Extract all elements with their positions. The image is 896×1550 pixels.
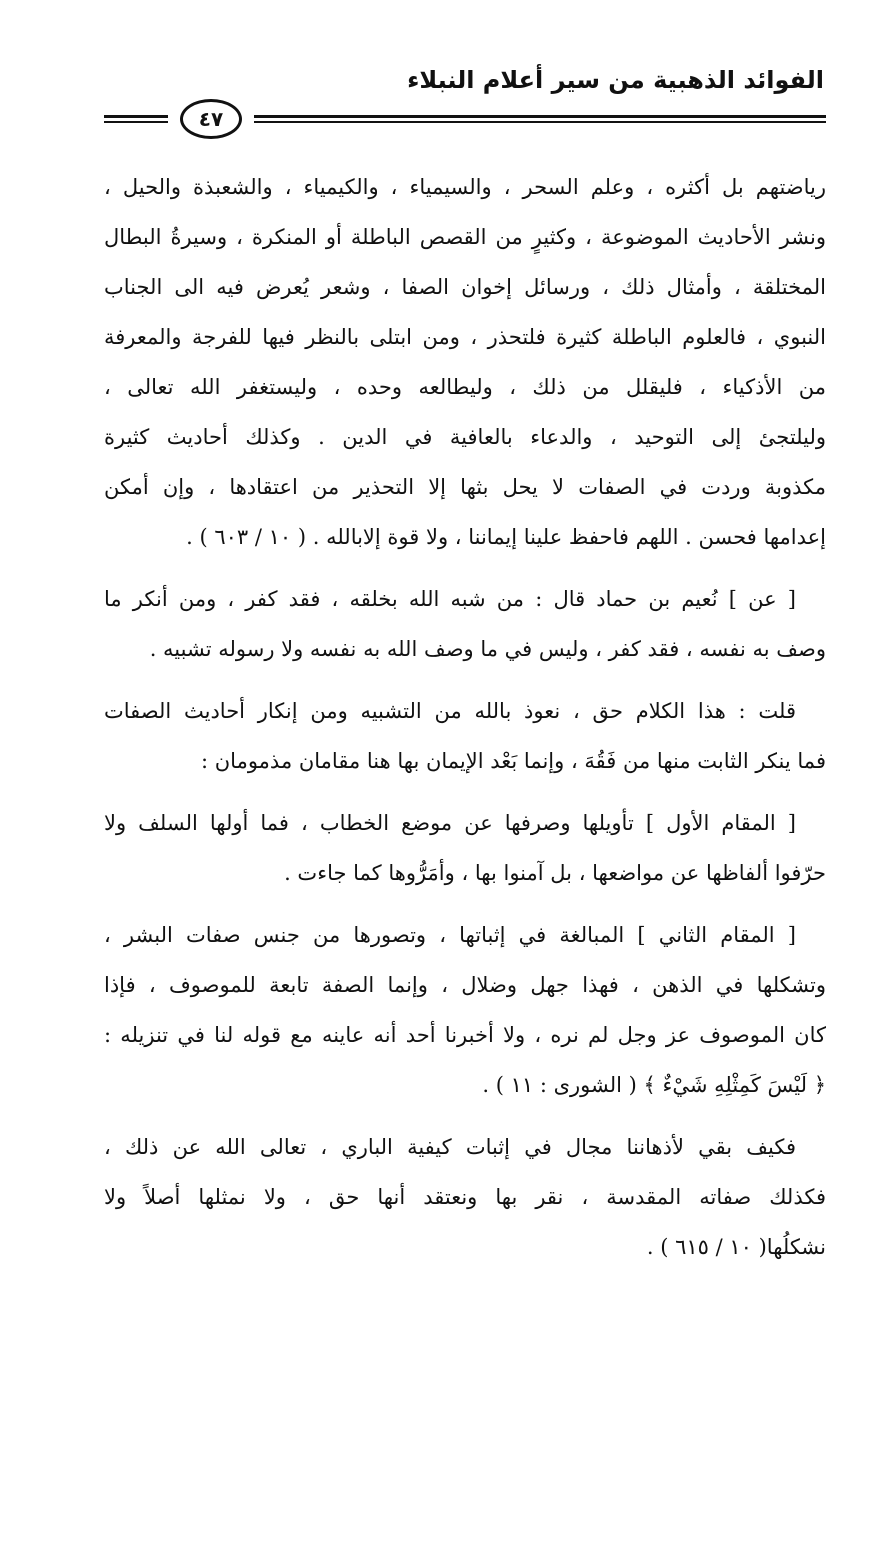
body-text bbox=[104, 162, 826, 1284]
text-line: وصف به نفسه ، فقد كفر ، وليس في ما وصف الله به نفسه ولا رسوله تشبيه . bbox=[149, 637, 826, 661]
paragraph-2 bbox=[104, 574, 826, 674]
text-line: فكيف بقي لأذهاننا مجال في إثبات كيفية الباري ، تعالى الله عن ذلك ، bbox=[104, 1135, 796, 1159]
text-line: إعدامها فحسن . اللهم فاحفظ علينا إيماننا ، ولا قوة إلابالله . ( ١٠ / ٦٠٣ ) . bbox=[186, 525, 826, 549]
text-line: وتشكلها في الذهن ، فهذا جهل وضلال ، وإنما الصفة تابعة للموصوف ، فإذا bbox=[104, 973, 826, 997]
rule-left bbox=[104, 115, 168, 123]
text-line: وليلتجئ إلى التوحيد ، والدعاء بالعافية في الدين . وكذلك أحاديث كثيرة bbox=[104, 425, 826, 449]
paragraph-6 bbox=[104, 1122, 826, 1272]
text-line: ﴿ لَيْسَ كَمِثْلِهِ شَيْءٌ ﴾ ( الشورى : ١١ ) . bbox=[482, 1073, 826, 1097]
paragraph-5 bbox=[104, 910, 826, 1110]
text-line: قلت : هذا الكلام حق ، نعوذ بالله من التشبيه ومن إنكار أحاديث الصفات bbox=[104, 699, 796, 723]
paragraph-3 bbox=[104, 686, 826, 786]
text-line: نشكلُها( ١٠ / ٦١٥ ) . bbox=[646, 1235, 826, 1259]
text-line: فما ينكر الثابت منها من فَقُهَ ، وإنما بَعْد الإيمان بها هنا مقامان مذمومان : bbox=[201, 749, 826, 773]
page-number: ٤٧ bbox=[180, 99, 242, 139]
rule-right bbox=[254, 115, 826, 123]
text-line: النبوي ، فالعلوم الباطلة كثيرة فلتحذر ، ومن ابتلى بالنظر فيها للفرجة والمعرفة bbox=[104, 325, 826, 349]
text-line: كان الموصوف عز وجل لم نره ، ولا أخبرنا أحد أنه عاينه مع قوله لنا في تنزيله : bbox=[104, 1023, 826, 1047]
text-line: [ المقام الأول ] تأويلها وصرفها عن موضع الخطاب ، فما أولها السلف ولا bbox=[104, 811, 796, 835]
paragraph-1 bbox=[104, 162, 826, 562]
text-line: [ عن ] نُعيم بن حماد قال : من شبه الله بخلقه ، فقد كفر ، ومن أنكر ما bbox=[104, 587, 796, 611]
text-line: حرّفوا ألفاظها عن مواضعها ، بل آمنوا بها ، وأمَرُّوها كما جاءت . bbox=[284, 861, 826, 885]
paragraph-4 bbox=[104, 798, 826, 898]
text-line: ونشر الأحاديث الموضوعة ، وكثيرٍ من القصص الباطلة أو المنكرة ، وسيرةُ البطال bbox=[104, 225, 826, 249]
text-line: من الأذكياء ، فليقلل من ذلك ، وليطالعه وحده ، وليستغفر الله تعالى ، bbox=[104, 375, 826, 399]
text-line: [ المقام الثاني ] المبالغة في إثباتها ، وتصورها من جنس صفات البشر ، bbox=[104, 923, 796, 947]
text-line: رياضتهم بل أكثره ، وعلم السحر ، والسيمياء ، والكيمياء ، والشعبذة والحيل ، bbox=[104, 175, 826, 199]
header-rule bbox=[104, 105, 826, 135]
text-line: المختلقة ، وأمثال ذلك ، ورسائل إخوان الصفا ، وشعر يُعرض فيه الى الجناب bbox=[104, 275, 826, 299]
running-title: الفوائد الذهبية من سير أعلام النبلاء bbox=[407, 66, 824, 94]
text-line: فكذلك صفاته المقدسة ، نقر بها ونعتقد أنها حق ، ولا نمثلها أصلاً ولا bbox=[104, 1185, 826, 1209]
text-line: مكذوبة وردت في الصفات لا يحل بثها إلا التحذير من اعتقادها ، وإن أمكن bbox=[104, 475, 826, 499]
